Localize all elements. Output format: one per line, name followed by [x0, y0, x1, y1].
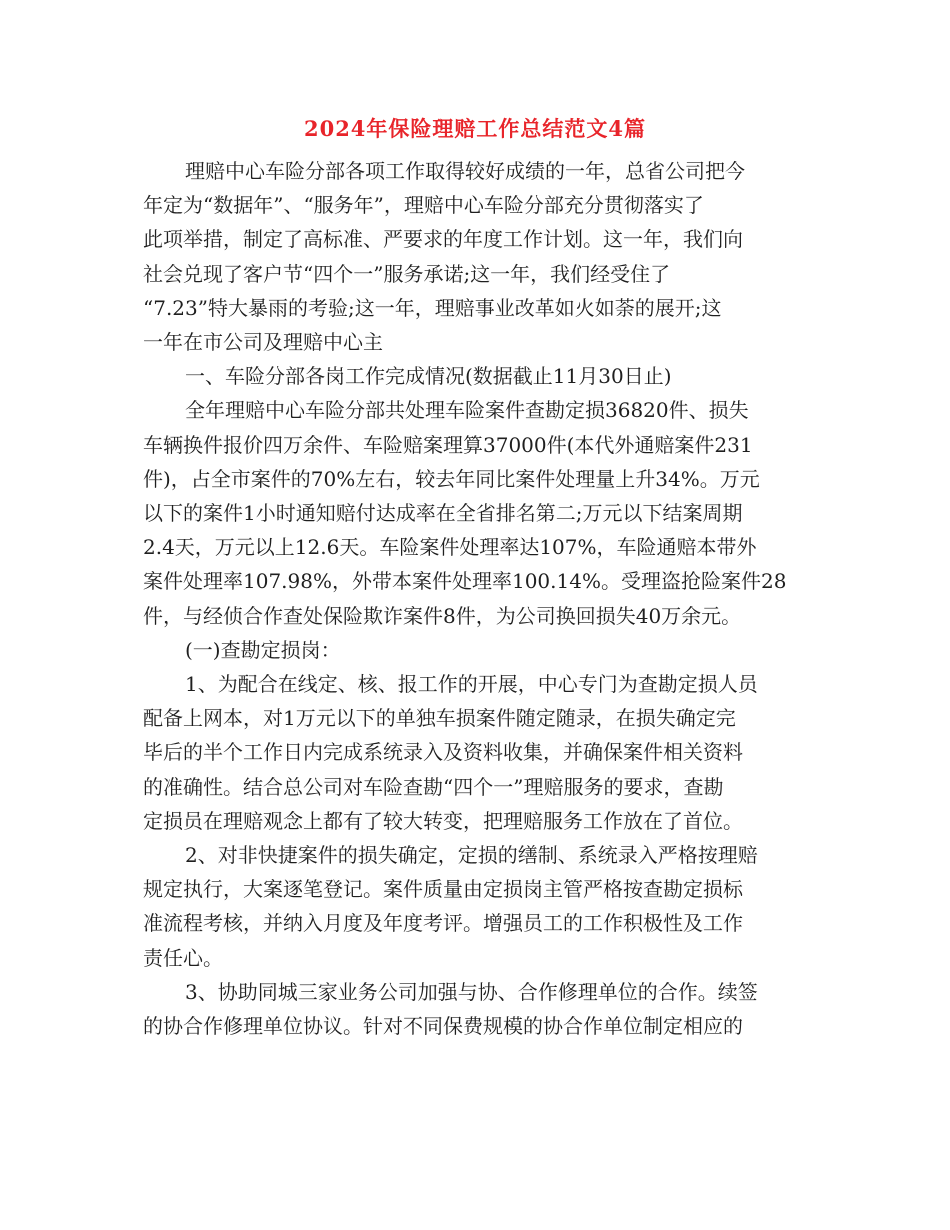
paragraph-statistics — [143, 393, 807, 632]
text-line: 规定执行，大案逐笔登记。案件质量由定损岗主管严格按查勘定损标 — [143, 877, 743, 902]
text-line: 一、车险分部各岗工作完成情况(数据截止11月30日止) — [185, 364, 672, 389]
text-line: 车辆换件报价四万余件、车险赔案理算37000件(本代外通赔案件231 — [143, 432, 753, 457]
text-line: 一年在市公司及理赔中心主 — [143, 330, 383, 355]
text-line: 件)，占全市案件的70%左右，较去年同比案件处理量上升34%。万元 — [143, 466, 760, 491]
text-line: 全年理赔中心车险分部共处理车险案件查勘定损36820件、损失 — [185, 398, 749, 423]
text-line: 毕后的半个工作日内完成系统录入及资料收集，并确保案件相关资料 — [143, 740, 743, 765]
text-line: 的协合作修理单位协议。针对不同保费规模的协合作单位制定相应的 — [143, 1014, 743, 1039]
text-line: 2.4天，万元以上12.6天。车险案件处理率达107%，车险通赔本带外 — [143, 535, 757, 560]
text-line: 3、协助同城三家业务公司加强与协、合作修理单位的合作。续签 — [185, 979, 758, 1004]
text-line: 社会兑现了客户节“四个一”服务承诺;这一年，我们经受住了 — [143, 261, 671, 286]
text-line: (一)查勘定损岗： — [185, 637, 341, 662]
text-line: 以下的案件1小时通知赔付达成率在全省排名第二;万元以下结案周期 — [143, 501, 743, 526]
paragraph-item-2 — [143, 838, 807, 975]
text-line: 定损员在理赔观念上都有了较大转变，把理赔服务工作放在了首位。 — [143, 808, 743, 833]
text-line: 1、为配合在线定、核、报工作的开展，中心专门为查勘定损人员 — [185, 672, 758, 697]
paragraph-item-3 — [143, 975, 807, 1043]
text-line: 配备上网本，对1万元以下的单独车损案件随定随录，在损失确定完 — [143, 706, 736, 731]
text-line: 此项举措，制定了高标准、严要求的年度工作计划。这一年，我们向 — [143, 227, 743, 252]
paragraph-item-1 — [143, 667, 807, 838]
text-line: 年定为“数据年”、“服务年”，理赔中心车险分部充分贯彻落实了 — [143, 193, 704, 218]
text-line: 2、对非快捷案件的损失确定，定损的缮制、系统录入严格按理赔 — [185, 843, 758, 868]
text-line: 责任心。 — [143, 945, 223, 970]
paragraph-intro — [143, 154, 807, 359]
text-line: 案件处理率107.98%，外带本案件处理率100.14%。受理盗抢险案件28 — [143, 569, 787, 594]
subsection-heading — [143, 633, 807, 667]
text-line: “7.23”特大暴雨的考验;这一年，理赔事业改革如火如荼的展开;这 — [143, 295, 722, 320]
text-line: 件，与经侦合作查处保险欺诈案件8件，为公司换回损失40万余元。 — [143, 603, 742, 628]
section-heading — [143, 359, 807, 393]
document-body — [143, 154, 807, 1043]
text-line: 理赔中心车险分部各项工作取得较好成绩的一年，总省公司把今 — [185, 159, 745, 183]
document-title: 2024年保险理赔工作总结范文4篇 — [303, 116, 647, 141]
text-line: 的准确性。结合总公司对车险查勘“四个一”理赔服务的要求，查勘 — [143, 774, 724, 799]
text-line: 准流程考核，并纳入月度及年度考评。增强员工的工作积极性及工作 — [143, 911, 743, 936]
